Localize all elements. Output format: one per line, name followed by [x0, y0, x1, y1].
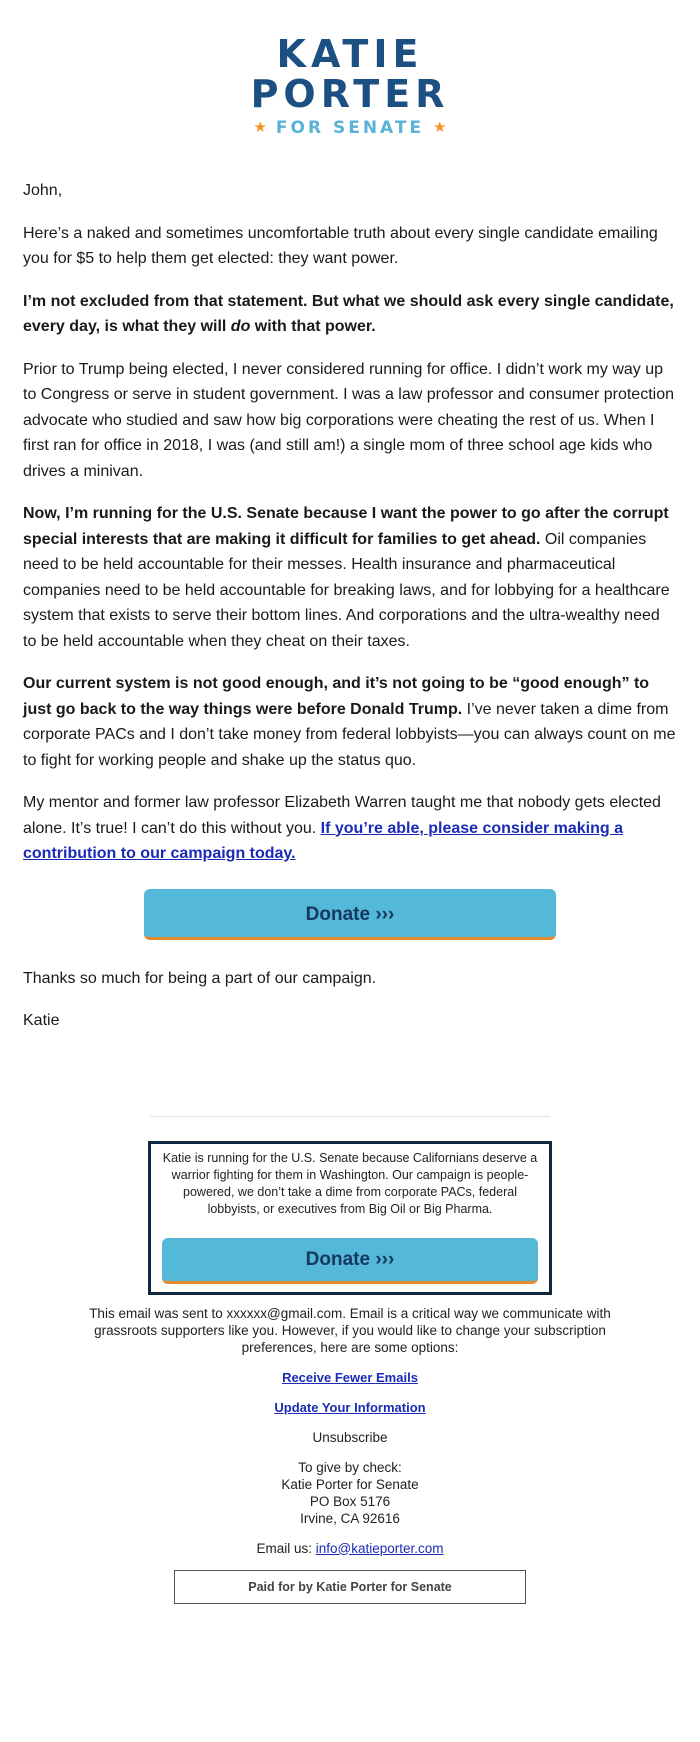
email-us-label: Email us: — [256, 1540, 316, 1556]
paragraph-current-system — [23, 671, 677, 773]
paragraph-power-truth: Here’s a naked and sometimes uncomfortable truth about every single candidate emailing you for $5 to help them get elected: they want power. — [23, 224, 658, 267]
donate-button[interactable]: Donate ››› — [144, 889, 556, 940]
paragraph-text: My mentor and former law professor Elizabeth Warren taught me that nobody gets elected alone. It’s true! I can’t do this without you. — [23, 794, 661, 837]
campaign-logo — [23, 0, 677, 142]
check-line: Katie Porter for Senate — [281, 1476, 419, 1492]
paragraph-background: Prior to Trump being elected, I never considered running for office. I didn’t work my way up to Congress or serve in student government. I was a law professor and consumer protection advocate who studied and saw how big corporations were cheating the rest of us. When I first ran for office in 2018, I was (and still am!) a single mom of three school age kids who drives a minivan. — [23, 360, 674, 480]
update-info-row — [70, 1399, 630, 1416]
logo-for-senate: FOR SENATE — [275, 118, 425, 138]
logo-tagline — [23, 116, 677, 139]
signoff: Katie — [23, 1012, 60, 1029]
paragraph-senate-run — [23, 501, 677, 654]
check-address — [70, 1459, 630, 1527]
paragraph-text: I’ve never taken a dime from corporate PACs and I don’t take money from federal lobbyists—you can always count on me to fight for working people and shake up the status quo. — [23, 700, 676, 769]
footer-divider — [150, 1116, 550, 1117]
bold-text-part: with that power. — [250, 318, 376, 335]
bold-text-part: I’m not excluded from that statement. But what we should ask every single candidate, every day, is what they will — [23, 292, 674, 335]
unsubscribe-row — [70, 1429, 630, 1446]
unsubscribe-link[interactable]: Unsubscribe — [312, 1429, 388, 1445]
receive-fewer-emails-link[interactable]: Receive Fewer Emails — [282, 1369, 418, 1385]
contribution-link[interactable]: If you’re able, please consider making a contribution to our campaign today. — [23, 819, 623, 862]
email-us-link[interactable]: info@katieporter.com — [315, 1540, 444, 1556]
footer-donate-box — [148, 1141, 552, 1295]
footer-donate-button[interactable]: Donate ››› — [162, 1238, 538, 1284]
italic-do: do — [230, 318, 251, 335]
logo-line-katie: KATIE — [276, 32, 424, 76]
update-information-link[interactable]: Update Your Information — [274, 1399, 426, 1415]
bold-text: Now, I’m running for the U.S. Senate because I want the power to go after the corrupt special interests that are making it difficult for families to get ahead. — [23, 505, 669, 548]
subscription-notice: This email was sent to xxxxxx@gmail.com. Email is a critical way we communicate with grassroots supporters like you. However, if you would like to change your subscription preferences, here are some options: — [89, 1305, 611, 1355]
email-body — [23, 142, 677, 1034]
paragraph-mentor — [23, 790, 677, 867]
footer-info — [70, 1305, 630, 1557]
check-line: Irvine, CA 92616 — [300, 1510, 400, 1526]
paid-for-disclaimer: Paid for by Katie Porter for Senate — [174, 1570, 526, 1604]
star-icon: ★ — [433, 118, 447, 136]
email-container — [23, 0, 677, 1604]
paragraph-not-excluded — [23, 289, 677, 340]
footer-box-text: Katie is running for the U.S. Senate because Californians deserve a warrior fighting for them in Washington. Our campaign is people-powered, we don’t take a dime from corporate PACs, federal lobbyists, or executives from Big Oil or Big Pharma. — [162, 1150, 538, 1216]
paragraph-text: Oil companies need to be held accountable for their messes. Health insurance and pharmaceutical companies need to be held accountable for breaking laws, and for lobbying for a healthcare system that exists to serve their bottom lines. And corporations and the ultra-wealthy need to be held accountable when they cheat on their taxes. — [23, 530, 670, 650]
bold-text: Our current system is not good enough, and it’s not going to be “good enough” to just go back to the way things were before Donald Trump. — [23, 675, 650, 718]
check-line: To give by check: — [298, 1459, 402, 1475]
logo-line-porter: PORTER — [250, 72, 450, 116]
star-icon: ★ — [253, 118, 267, 136]
email-us-row — [70, 1540, 630, 1557]
thanks-line: Thanks so much for being a part of our campaign. — [23, 969, 377, 987]
bold-text — [23, 293, 674, 336]
donate-button-row — [23, 889, 677, 940]
greeting: John, — [23, 182, 63, 199]
fewer-emails-row — [70, 1369, 630, 1386]
check-line: PO Box 5176 — [309, 1493, 391, 1509]
